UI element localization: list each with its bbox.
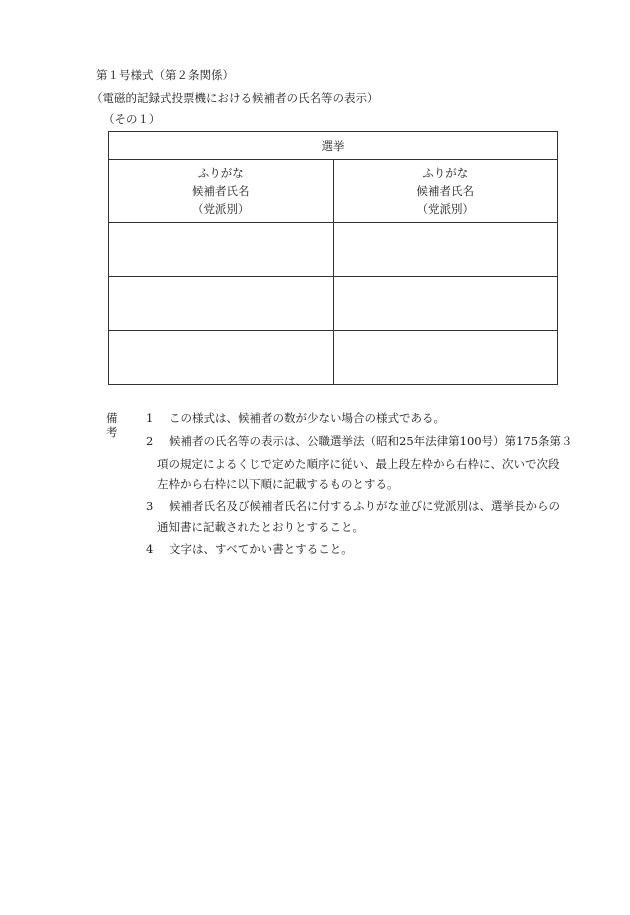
party-label: （党派別） bbox=[416, 202, 474, 216]
candidate-name-label: 候補者氏名 bbox=[416, 184, 474, 198]
candidate-cell bbox=[109, 331, 334, 385]
election-name-cell: 選挙 bbox=[109, 132, 558, 160]
column-header-left bbox=[109, 160, 334, 223]
candidate-cell bbox=[333, 223, 558, 277]
candidate-row bbox=[109, 223, 558, 277]
note-number: 4 bbox=[146, 542, 154, 556]
note-text: 項の規定によるくじで定めた順序に従い、最上段左枠から右枠に、次いで次段 bbox=[157, 457, 560, 471]
note-number: 2 bbox=[146, 434, 154, 448]
column-header-right bbox=[333, 160, 558, 223]
note-number: 1 bbox=[146, 411, 154, 425]
candidate-name-label: 候補者氏名 bbox=[192, 184, 250, 198]
note-text: この様式は、候補者の数が少ない場合の様式である。 bbox=[169, 411, 445, 425]
candidate-row bbox=[109, 331, 558, 385]
candidate-cell bbox=[333, 277, 558, 331]
candidate-row bbox=[109, 277, 558, 331]
candidate-cell bbox=[109, 277, 334, 331]
party-label: （党派別） bbox=[192, 202, 250, 216]
note-text: 候補者氏名及び候補者氏名に付するふりがな並びに党派別は、選挙長からの bbox=[169, 499, 560, 513]
form-title: 第１号様式（第２条関係） bbox=[96, 68, 234, 82]
candidate-cell bbox=[333, 331, 558, 385]
note-text: 文字は、すべてかい書とすること。 bbox=[169, 542, 353, 556]
form-variant: （その１） bbox=[103, 112, 161, 126]
note-text: 候補者の氏名等の表示は、公職選挙法（昭和25年法律第100号）第175条第３ bbox=[169, 434, 573, 448]
candidate-cell bbox=[109, 223, 334, 277]
furigana-label: ふりがな bbox=[197, 166, 244, 180]
form-subtitle: （電磁的記録式投票機における候補者の氏名等の表示） bbox=[91, 91, 379, 105]
note-number: 3 bbox=[146, 499, 154, 513]
ballot-table bbox=[108, 131, 558, 385]
notes-label: 備考 bbox=[106, 411, 118, 439]
note-text: 通知書に記載されたとおりとすること。 bbox=[157, 520, 364, 534]
furigana-label: ふりがな bbox=[422, 166, 469, 180]
note-text: 左枠から右枠に以下順に記載するものとする。 bbox=[157, 477, 399, 491]
